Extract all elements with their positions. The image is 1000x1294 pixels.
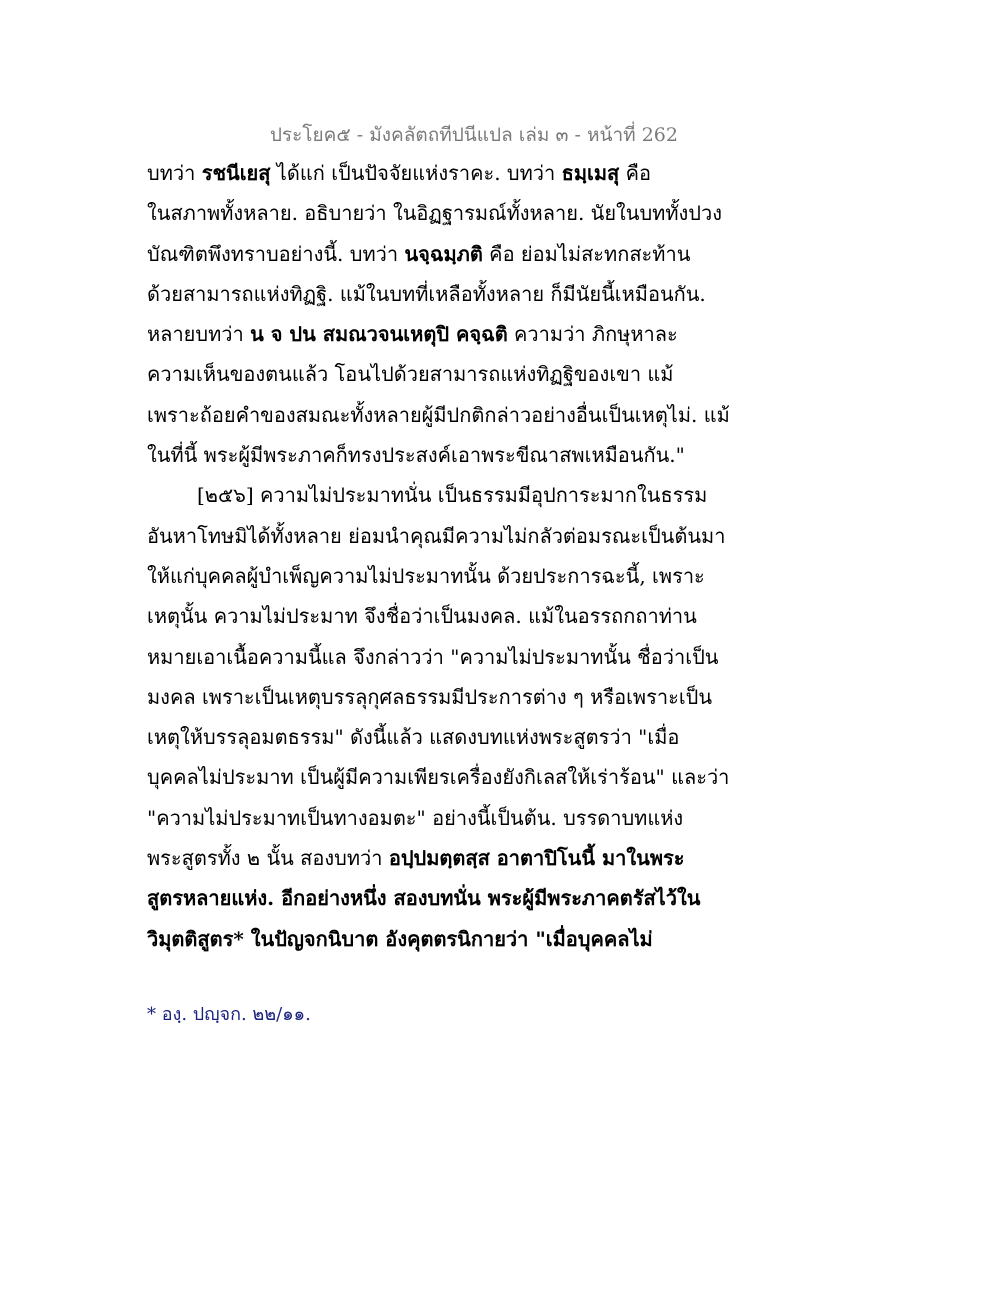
text-run: อันหาโทษมิได้ทั้งหลาย ย่อมนำคุณมีความไม่กลัวต่อมรณะเป็นต้นมา — [147, 523, 726, 548]
text-run: บทว่า — [147, 161, 202, 185]
footnote: * องฺ. ปญฺจก. ๒๒/๑๑. — [147, 1004, 311, 1025]
text-line — [147, 878, 747, 918]
text-line — [147, 516, 747, 556]
body-text — [147, 153, 747, 959]
text-line — [147, 637, 747, 677]
text-run: หมายเอาเนื้อความนี้แล จึงกล่าวว่า "ความไม่ประมาทนั้น ชื่อว่าเป็น — [147, 644, 719, 669]
text-line — [147, 395, 747, 435]
text-run: คือ — [619, 161, 651, 185]
text-line — [147, 274, 747, 314]
text-line — [147, 838, 747, 878]
text-line — [147, 314, 747, 354]
text-run: หลายบทว่า — [147, 322, 251, 347]
text-run: บัณฑิตพึงทราบอย่างนี้. บทว่า — [147, 241, 405, 266]
text-line — [147, 475, 747, 515]
text-run: มงคล เพราะเป็นเหตุบรรลุกุศลธรรมมีประการต่าง ๆ หรือเพราะเป็น — [147, 684, 713, 709]
text-run: [๒๕๖] ความไม่ประมาทนั่น เป็นธรรมมีอุปการะมากในธรรม — [197, 483, 708, 508]
bold-term: น จ ปน สมณวจนเหตุปิ คจฺฉติ — [250, 322, 508, 347]
text-line — [147, 757, 747, 797]
bold-term: วิมุตติสูตร* ในปัญจกนิบาต อังคุตตรนิกายว่า "เมื่อบุคคลไม่ — [147, 926, 653, 951]
bold-term: ธมฺเมสุ — [561, 161, 620, 185]
text-run: ในที่นี้ พระผู้มีพระภาคก็ทรงประสงค์เอาพระขีณาสพเหมือนกัน." — [147, 443, 685, 468]
text-line — [147, 717, 747, 757]
text-run: ความเห็นของตนแล้ว โอนไปด้วยสามารถแห่งทิฏฐิของเขา แม้ — [147, 362, 674, 387]
text-line — [147, 596, 747, 636]
text-run: "ความไม่ประมาทเป็นทางอมตะ" อย่างนี้เป็นต้น. บรรดาบทแห่ง — [147, 805, 684, 830]
text-run: ให้แก่บุคคลผู้บำเพ็ญความไม่ประมาทนั้น ด้วยประการฉะนี้, เพราะ — [147, 563, 705, 588]
text-line — [147, 919, 747, 959]
text-line — [147, 556, 747, 596]
text-line — [147, 153, 747, 193]
text-run: เหตุให้บรรลุอมตธรรม" ดังนี้แล้ว แสดงบทแห่งพระสูตรว่า "เมื่อ — [147, 725, 680, 750]
text-run: ในสภาพทั้งหลาย. อธิบายว่า ในอิฏฐารมณ์ทั้งหลาย. นัยในบททั้งปวง — [147, 201, 722, 226]
text-run: คือ ย่อมไม่สะทกสะท้าน — [482, 241, 691, 266]
text-run: ด้วยสามารถแห่งทิฏฐิ. แม้ในบทที่เหลือทั้งหลาย ก็มีนัยนี้เหมือนกัน. — [147, 281, 706, 306]
bold-term: นจฺฉมฺภติ — [404, 241, 483, 266]
text-line — [147, 193, 747, 233]
text-run: ความว่า ภิกษุหาละ — [507, 322, 678, 347]
bold-term: สูตรหลายแห่ง. อีกอย่างหนึ่ง สองบทนั่น พระผู้มีพระภาคตรัสไว้ใน — [147, 886, 701, 911]
text-run: บุคคลไม่ประมาท เป็นผู้มีความเพียรเครื่องยังกิเลสให้เร่าร้อน" และว่า — [147, 765, 730, 790]
text-run: พระสูตรทั้ง ๒ นั้น สองบทว่า — [147, 846, 389, 871]
text-line — [147, 677, 747, 717]
text-line — [147, 435, 747, 475]
bold-term: รชนีเยสุ — [201, 161, 271, 185]
text-line — [147, 234, 747, 274]
text-run: ได้แก่ เป็นปัจจัยแห่งราคะ. บทว่า — [270, 161, 562, 185]
text-line — [147, 354, 747, 394]
text-run: เพราะถ้อยคำของสมณะทั้งหลายผู้มีปกติกล่าวอย่างอื่นเป็นเหตุไม่. แม้ — [147, 402, 730, 427]
text-line — [147, 798, 747, 838]
running-header: ประโยค๕ - มังคลัตถทีปนีแปล เล่ม ๓ - หน้าที่ 262 — [269, 124, 678, 146]
bold-term: อปฺปมตฺตสฺส อาตาปิโนนี้ มาในพระ — [388, 846, 685, 871]
text-run: เหตุนั้น ความไม่ประมาท จึงชื่อว่าเป็นมงคล. แม้ในอรรถกถาท่าน — [147, 604, 697, 629]
